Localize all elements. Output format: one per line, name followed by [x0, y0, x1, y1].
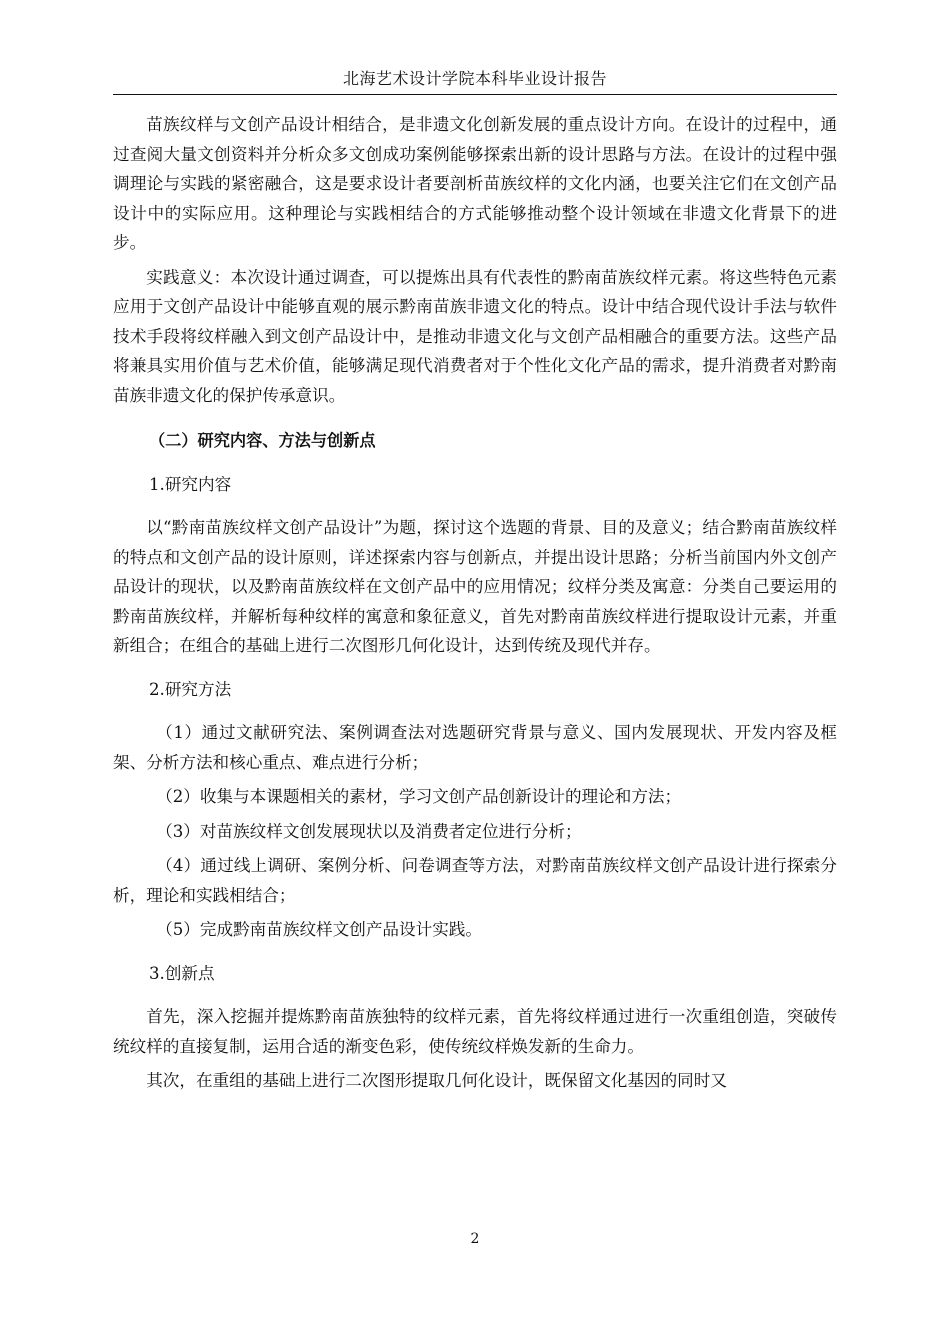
- practical-significance-paragraph: 实践意义：本次设计通过调查，可以提炼出具有代表性的黔南苗族纹样元素。将这些特色元素应用于文创产品设计中能够直观的展示黔南苗族非遗文化的特点。设计中结合现代设计手法与软件技术手段将纹样融入到文创产品设计中，是推动非遗文化与文创产品相融合的重要方法。这些产品将兼具实用价值与艺术价值，能够满足现代消费者对于个性化文化产品的需求，提升消费者对黔南苗族非遗文化的保护传承意识。: [113, 267, 837, 405]
- method-item: （3）对苗族纹样文创发展现状以及消费者定位进行分析；: [156, 821, 582, 841]
- innovation-paragraph: 首先，深入挖掘并提炼黔南苗族独特的纹样元素，首先将纹样通过进行一次重组创造，突破传统纹样的直接复制，运用合适的渐变色彩，使传统纹样焕发新的生命力。: [113, 1007, 837, 1056]
- method-item: （2）收集与本课题相关的素材，学习文创产品创新设计的理论和方法；: [156, 787, 682, 806]
- subheading-innovation: 3.创新点: [149, 963, 215, 983]
- subheading-research-content: 1.研究内容: [149, 474, 232, 494]
- subheading-research-methods: 2.研究方法: [149, 679, 232, 699]
- page-header: 北海艺术设计学院本科毕业设计报告: [342, 69, 607, 88]
- research-content-paragraph: 以“黔南苗族纹样文创产品设计”为题，探讨这个选题的背景、目的及意义；结合黔南苗族纹样的特点和文创产品的设计原则，详述探索内容与创新点，并提出设计思路；分析当前国内外文创产品设计的现状，以及黔南苗族纹样在文创产品中的应用情况；纹样分类及寓意：分类自己要运用的黔南苗族纹样，并解析每种纹样的寓意和象征意义，首先对黔南苗族纹样进行提取设计元素，并重新组合；在组合的基础上进行二次图形几何化设计，达到传统及现代并存。: [113, 518, 837, 655]
- method-item: （5）完成黔南苗族纹样文创产品设计实践。: [156, 920, 482, 939]
- section-heading: （二）研究内容、方法与创新点: [149, 431, 376, 450]
- document-body: [113, 110, 837, 1096]
- body-paragraph: 苗族纹样与文创产品设计相结合，是非遗文化创新发展的重点设计方向。在设计的过程中，通过查阅大量文创资料并分析众多文创成功案例能够探索出新的设计思路与方法。在设计的过程中强调理论与实践的紧密融合，这是要求设计者要剖析苗族纹样的文化内涵，也要关注它们在文创产品设计中的实际应用。这种理论与实践相结合的方式能够推动整个设计领域在非遗文化背景下的进步。: [113, 115, 837, 252]
- header-divider: [113, 94, 837, 95]
- innovation-paragraph: 其次，在重组的基础上进行二次图形提取几何化设计，既保留文化基因的同时又: [146, 1071, 727, 1090]
- page-number: 2: [470, 1231, 480, 1247]
- method-item: （1）通过文献研究法、案例调查法对选题研究背景与意义、国内发展现状、开发内容及框架、分析方法和核心重点、难点进行分析；: [113, 723, 837, 772]
- method-item: （4）通过线上调研、案例分析、问卷调查等方法，对黔南苗族纹样文创产品设计进行探索分析，理论和实践相结合；: [113, 856, 837, 905]
